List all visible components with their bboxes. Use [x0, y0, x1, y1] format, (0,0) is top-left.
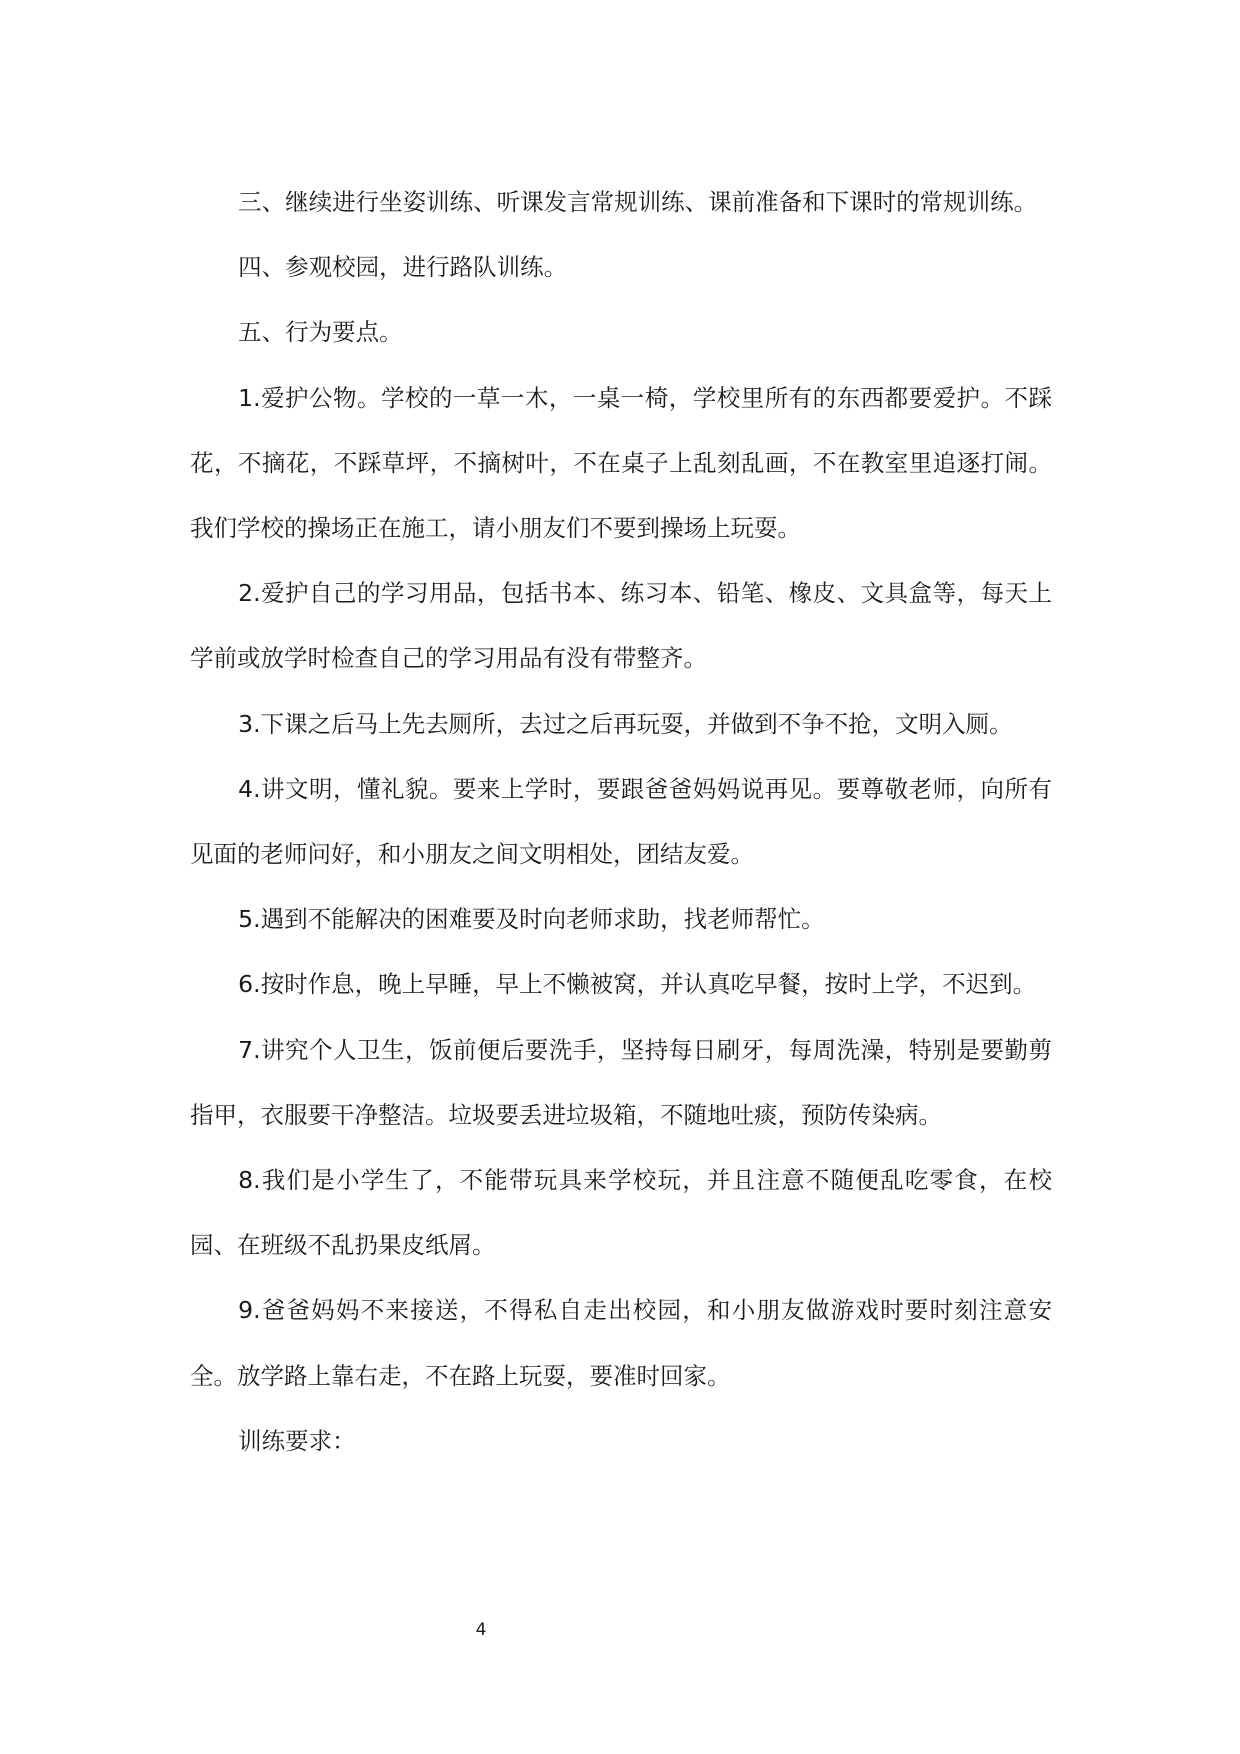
paragraph-point-5: 5.遇到不能解决的困难要及时向老师求助，找老师帮忙。 — [238, 905, 825, 934]
paragraph-point-9: 9.爸爸妈妈不来接送，不得私自走出校园，和小朋友做游戏时要时刻注意安全。放学路上靠右走，不在路上玩耍，要准时回家。 — [190, 1296, 1052, 1390]
paragraph-point-7: 7.讲究个人卫生，饭前便后要洗手，坚持每日刷牙，每周洗澡，特别是要勤剪指甲，衣服要干净整洁。垃圾要丢进垃圾箱，不随地吐痰，预防传染病。 — [190, 1035, 1052, 1129]
paragraph-point-6: 6.按时作息，晚上早睡，早上不懒被窝，并认真吃早餐，按时上学，不迟到。 — [238, 970, 1037, 999]
paragraph-point-3: 3.下课之后马上先去厕所，去过之后再玩耍，并做到不争不抢，文明入厕。 — [238, 709, 1013, 738]
paragraph-point-2: 2.爱护自己的学习用品，包括书本、练习本、铅笔、橡皮、文具盒等，每天上学前或放学时检查自己的学习用品有没有带整齐。 — [190, 579, 1052, 673]
paragraph-point-1: 1.爱护公物。学校的一草一木，一桌一椅，学校里所有的东西都要爱护。不踩花，不摘花，不踩草坪，不摘树叶，不在桌子上乱刻乱画，不在教室里追逐打闹。我们学校的操场正在施工，请小朋友们不要到操场上玩耍。 — [190, 383, 1052, 543]
paragraph-training-requirements: 训练要求： — [238, 1426, 356, 1455]
paragraph-section-4: 四、参观校园，进行路队训练。 — [238, 253, 568, 282]
paragraph-point-8: 8.我们是小学生了，不能带玩具来学校玩，并且注意不随便乱吃零食，在校园、在班级不乱扔果皮纸屑。 — [190, 1166, 1052, 1260]
paragraph-section-3: 三、继续进行坐姿训练、听课发言常规训练、课前准备和下课时的常规训练。 — [238, 188, 1038, 216]
page-number: 4 — [475, 1620, 487, 1640]
document-body — [190, 170, 1052, 1474]
paragraph-section-5: 五、行为要点。 — [238, 318, 403, 347]
paragraph-point-4: 4.讲文明，懂礼貌。要来上学时，要跟爸爸妈妈说再见。要尊敬老师，向所有见面的老师问好，和小朋友之间文明相处，团结友爱。 — [190, 774, 1052, 869]
